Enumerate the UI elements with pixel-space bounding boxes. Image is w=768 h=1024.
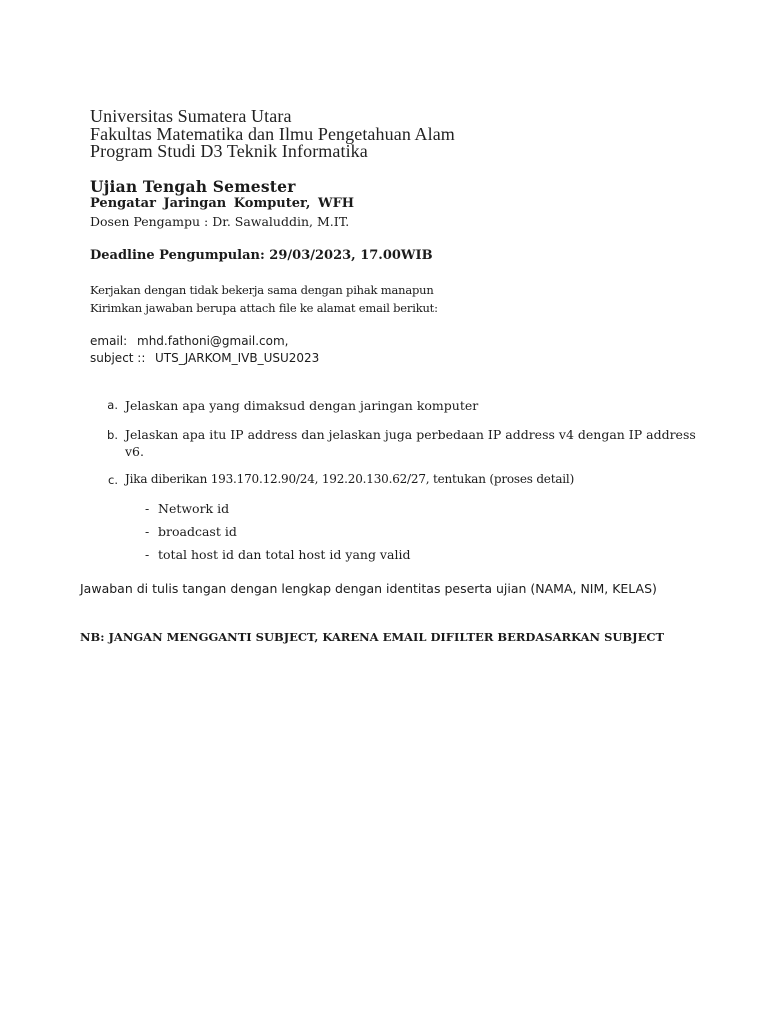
deadline-line: Deadline Pengumpulan: 29/03/2023, 17.00WIB — [90, 248, 433, 263]
list-item — [145, 547, 410, 562]
subject-label: subject :: — [90, 351, 146, 365]
email-label: email: — [90, 334, 128, 348]
list-item-text: total host id dan total host id yang valid — [158, 547, 411, 562]
list-item — [145, 524, 237, 539]
email-address: mhd.fathoni@gmail.com, — [137, 334, 289, 348]
list-item-text: Network id — [158, 501, 230, 516]
subject-value: UTS_JARKOM_IVB_USU2023 — [155, 351, 320, 365]
instruction-line-2: Kirimkan jawaban berupa attach file ke alamat email berikut: — [90, 301, 438, 315]
course-name: Pengatar Jaringan Komputer, WFH — [90, 196, 355, 211]
question-label: a. — [107, 398, 118, 412]
faculty-name: Fakultas Matematika dan Ilmu Pengetahuan Alam — [90, 123, 455, 144]
instruction-line-1: Kerjakan dengan tidak bekerja sama dengan pihak manapun — [90, 283, 434, 297]
nb-warning: NB: JANGAN MENGGANTI SUBJECT, KARENA EMAIL DIFILTER BERDASARKAN SUBJECT — [80, 630, 665, 644]
subject-row — [90, 351, 319, 365]
lecturer-line: Dosen Pengampu : Dr. Sawaluddin, M.IT. — [90, 214, 350, 229]
question-text: Jika diberikan 193.170.12.90/24, 192.20.130.62/27, tentukan (proses detail) — [125, 472, 575, 486]
question-text: Jelaskan apa itu IP address dan jelaskan juga perbedaan IP address v4 dengan IP address v6. — [125, 427, 696, 459]
question-label: b. — [107, 428, 118, 442]
list-item-text: broadcast id — [158, 524, 237, 539]
university-name: Universitas Sumatera Utara — [90, 106, 292, 126]
institution-header — [90, 108, 455, 161]
program-name: Program Studi D3 Teknik Informatika — [90, 141, 368, 161]
bullet-dash: - — [145, 547, 150, 562]
bullet-dash: - — [145, 501, 150, 516]
answer-note: Jawaban di tulis tangan dengan lengkap dengan identitas peserta ujian (NAMA, NIM, KELAS) — [80, 581, 657, 596]
list-item — [145, 501, 229, 516]
question-label: c. — [108, 473, 118, 487]
bullet-dash: - — [145, 524, 150, 539]
exam-title: Ujian Tengah Semester — [90, 177, 296, 196]
email-row — [90, 334, 288, 348]
question-text: Jelaskan apa yang dimaksud dengan jaringan komputer — [125, 398, 479, 413]
